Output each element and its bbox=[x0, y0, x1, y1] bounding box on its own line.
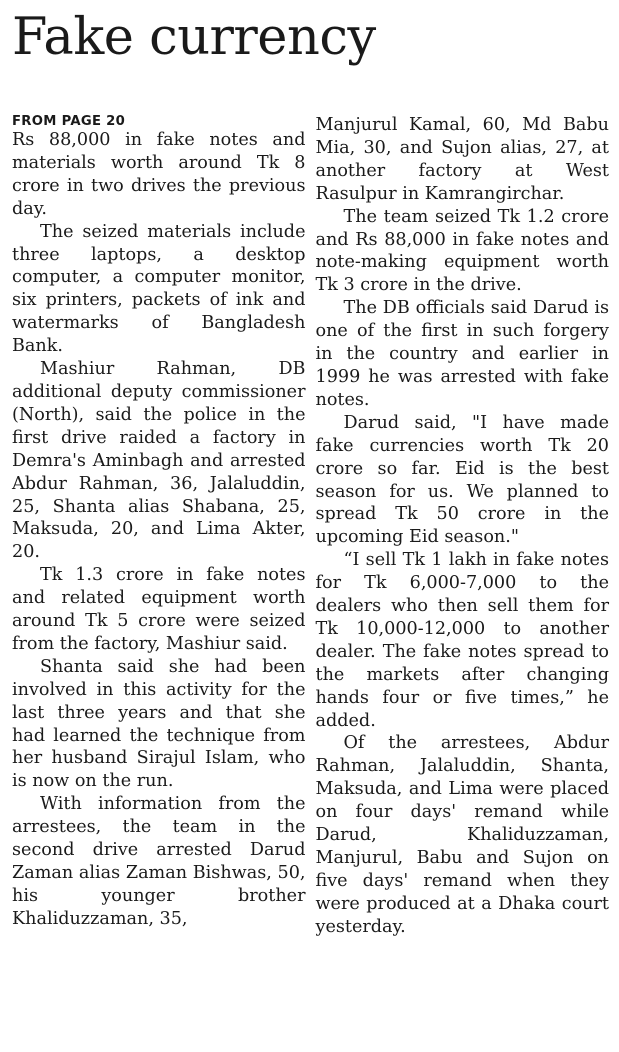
paragraph: Of the arrestees, Abdur Rahman, Jalaluddin, Shanta, Maksuda, and Lima were placed on four days' remand while Darud, Khaliduzzaman, Manjurul, Babu and Sujon on five days' remand when they were produced at a Dhaka court yesterday. bbox=[315, 733, 609, 937]
newspaper-clipping bbox=[0, 8, 619, 1052]
paragraph: Manjurul Kamal, 60, Md Babu Mia, 30, and Sujon alias, 27, at another factory at West Rasulpur in Kamrangirchar. bbox=[315, 115, 609, 204]
jump-label: FROM PAGE 20 bbox=[12, 114, 126, 129]
paragraph: Rs 88,000 in fake notes and materials worth around Tk 8 crore in two drives the previous day. bbox=[12, 130, 306, 219]
paragraph: With information from the arrestees, the team in the second drive arrested Darud Zaman alias Zaman Bishwas, 50, his younger brother Khaliduzzaman, 35, bbox=[12, 794, 306, 929]
paragraph: “I sell Tk 1 lakh in fake notes for Tk 6,000-7,000 to the dealers who then sell them for Tk 10,000-12,000 to another dealer. The fake notes spread to the markets after changing hands four or five times,” he added. bbox=[315, 550, 609, 731]
article-body bbox=[12, 86, 609, 939]
paragraph: Shanta said she had been involved in this activity for the last three years and that she had learned the technique from her husband Sirajul Islam, who is now on the run. bbox=[12, 656, 306, 792]
paragraph: The DB officials said Darud is one of the first in such forgery in the country and earlier in 1999 he was arrested with fake notes. bbox=[315, 298, 609, 410]
paragraph: The seized materials include three laptops, a desktop computer, a computer monitor, six printers, packets of ink and watermarks of Bangladesh Bank. bbox=[12, 221, 306, 357]
column-1 bbox=[12, 86, 306, 939]
paragraph: Tk 1.3 crore in fake notes and related equipment worth around Tk 5 crore were seized from the factory, Mashiur said. bbox=[12, 565, 306, 654]
column-2 bbox=[316, 86, 610, 939]
paragraph: Darud said, "I have made fake currencies worth Tk 20 crore so far. Eid is the best season for us. We planned to spread Tk 50 crore in the upcoming Eid season." bbox=[315, 412, 609, 548]
headline: Fake currency bbox=[12, 8, 376, 67]
paragraph: The team seized Tk 1.2 crore and Rs 88,000 in fake notes and note-making equipment worth Tk 3 crore in the drive. bbox=[315, 206, 609, 296]
paragraph: Mashiur Rahman, DB additional deputy commissioner (North), said the police in the first drive raided a factory in Demra's Aminbagh and arrested Abdur Rahman, 36, Jalaluddin, 25, Shanta alias Shabana, 25, Maksuda, 20, and Lima Akter, 20. bbox=[12, 359, 306, 563]
